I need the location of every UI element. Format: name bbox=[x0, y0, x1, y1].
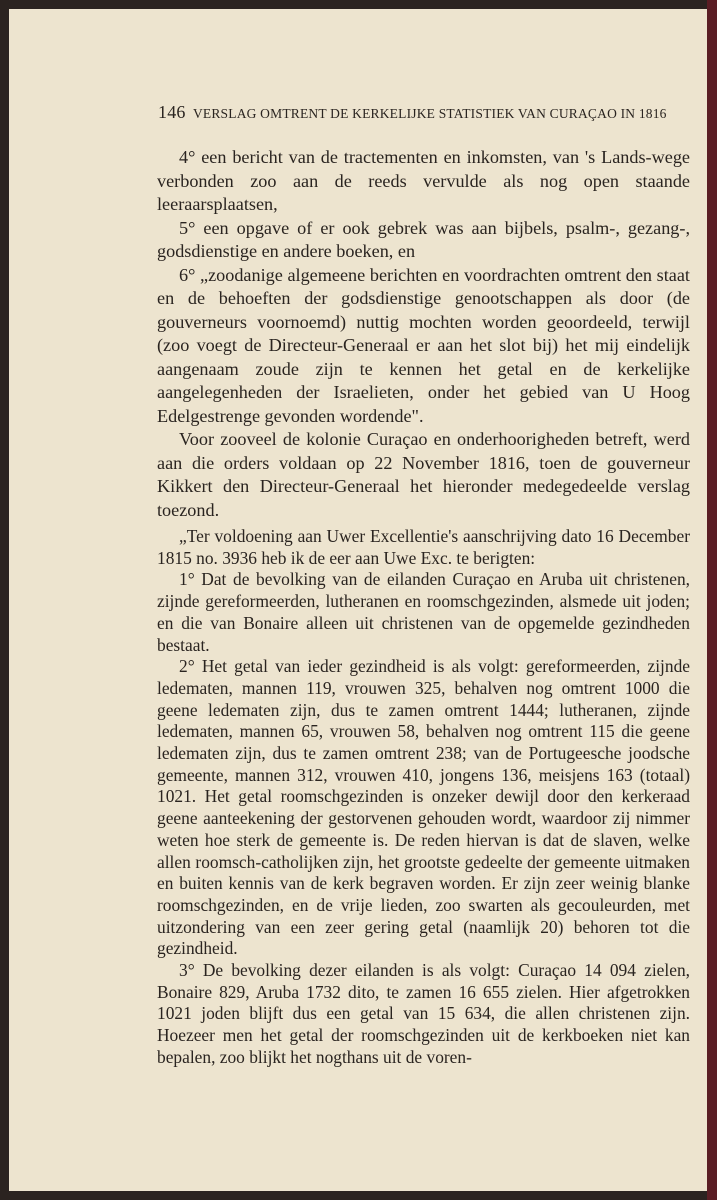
book-spine bbox=[707, 0, 717, 1200]
quoted-paragraph: 2° Het getal van ieder gezindheid is als volgt: gereformeerden, zijnde ledematen, mannen 119, vrouwen 325, behalven nog omtrent 1000 die geene ledematen zijn, dus te zamen omtrent 1444; lutheranen, zijnde ledematen, mannen 65, vrouwen 58, behalven nog omtrent 115 die geene ledematen zijn, dus te zamen omtrent 238; van de Portugeesche joodsche gemeente, mannen 312, vrouwen 410, jongens 136, meisjens 163 (totaal) 1021. Het getal roomschgezinden is onzeker dewijl door den kerkeraad geene aanteekening der gestorvenen gehouden wordt, waardoor zij nimmer weten hoe sterk de gemeente is. De reden hiervan is dat de slaven, welke allen roomsch-catholijken zijn, het grootste gedeelte der gemeente uitmaken en buiten kennis van de kerk begraven worden. Er zijn zeer weinig blanke roomschgezinden, en de vrije lieden, zoo swarten als gecouleurden, met uitzondering van een zeer gering getal (naamlijk 20) behoren tot die gezindheid. bbox=[157, 656, 690, 959]
quoted-paragraph: 1° Dat de bevolking van de eilanden Curaçao en Aruba uit christenen, zijnde gereformeerden, lutheranen en roomschgezinden, alsmede uit joden; en die van Bonaire alleen uit christenen van de opgemelde gezindheden bestaat. bbox=[157, 569, 690, 655]
running-header bbox=[158, 102, 698, 123]
paragraph: 4° een bericht van de tractementen en inkomsten, van 's Lands-wege verbonden zoo aan de reeds vervulde als nog open staande leeraarsplaatsen, bbox=[157, 147, 690, 214]
page-number: 146 bbox=[158, 102, 186, 122]
paragraph: 6° „zoodanige algemeene berichten en voordrachten omtrent den staat en de behoeften der godsdienstige genootschappen als door (de gouverneurs voornoemd) nuttig mochten worden geoordeeld, terwijl (zoo voegt de Directeur-Generaal er aan het slot bij) het mij eindelijk aangenaam zoude zijn te kennen het getal en de kerkelijke aangelegenheden der Israelieten, onder het gebied van U Hoog Edelgestrenge gevonden wordende". bbox=[157, 264, 690, 426]
quoted-paragraph: 3° De bevolking dezer eilanden is als volgt: Curaçao 14 094 zielen, Bonaire 829, Aruba 1732 dito, te zamen 16 655 zielen. Hier afgetrokken 1021 joden blijft dus een getal van 15 634, die allen christenen zijn. Hoezeer men het getal der roomschgezinden uit de kerkboeken niet kan bepalen, zoo blijkt het nogthans uit de voren- bbox=[157, 960, 690, 1067]
running-title: VERSLAG OMTRENT DE KERKELIJKE STATISTIEK VAN CURAÇAO IN 1816 bbox=[192, 106, 667, 121]
quoted-paragraph: „Ter voldoening aan Uwer Excellentie's aanschrijving dato 16 December 1815 no. 3936 heb ik de eer aan Uwe Exc. te berigten: bbox=[157, 526, 690, 568]
quoted-report bbox=[157, 526, 690, 1069]
paragraph: 5° een opgave of er ook gebrek was aan bijbels, psalm-, gezang-, godsdienstige en andere boeken, en bbox=[157, 217, 690, 261]
body-text bbox=[157, 146, 690, 522]
paragraph: Voor zooveel de kolonie Curaçao en onderhoorigheden betreft, werd aan die orders voldaan op 22 November 1816, toen de gouverneur Kikkert den Directeur-Generaal het hieronder medegedeelde verslag toezond. bbox=[157, 429, 690, 520]
